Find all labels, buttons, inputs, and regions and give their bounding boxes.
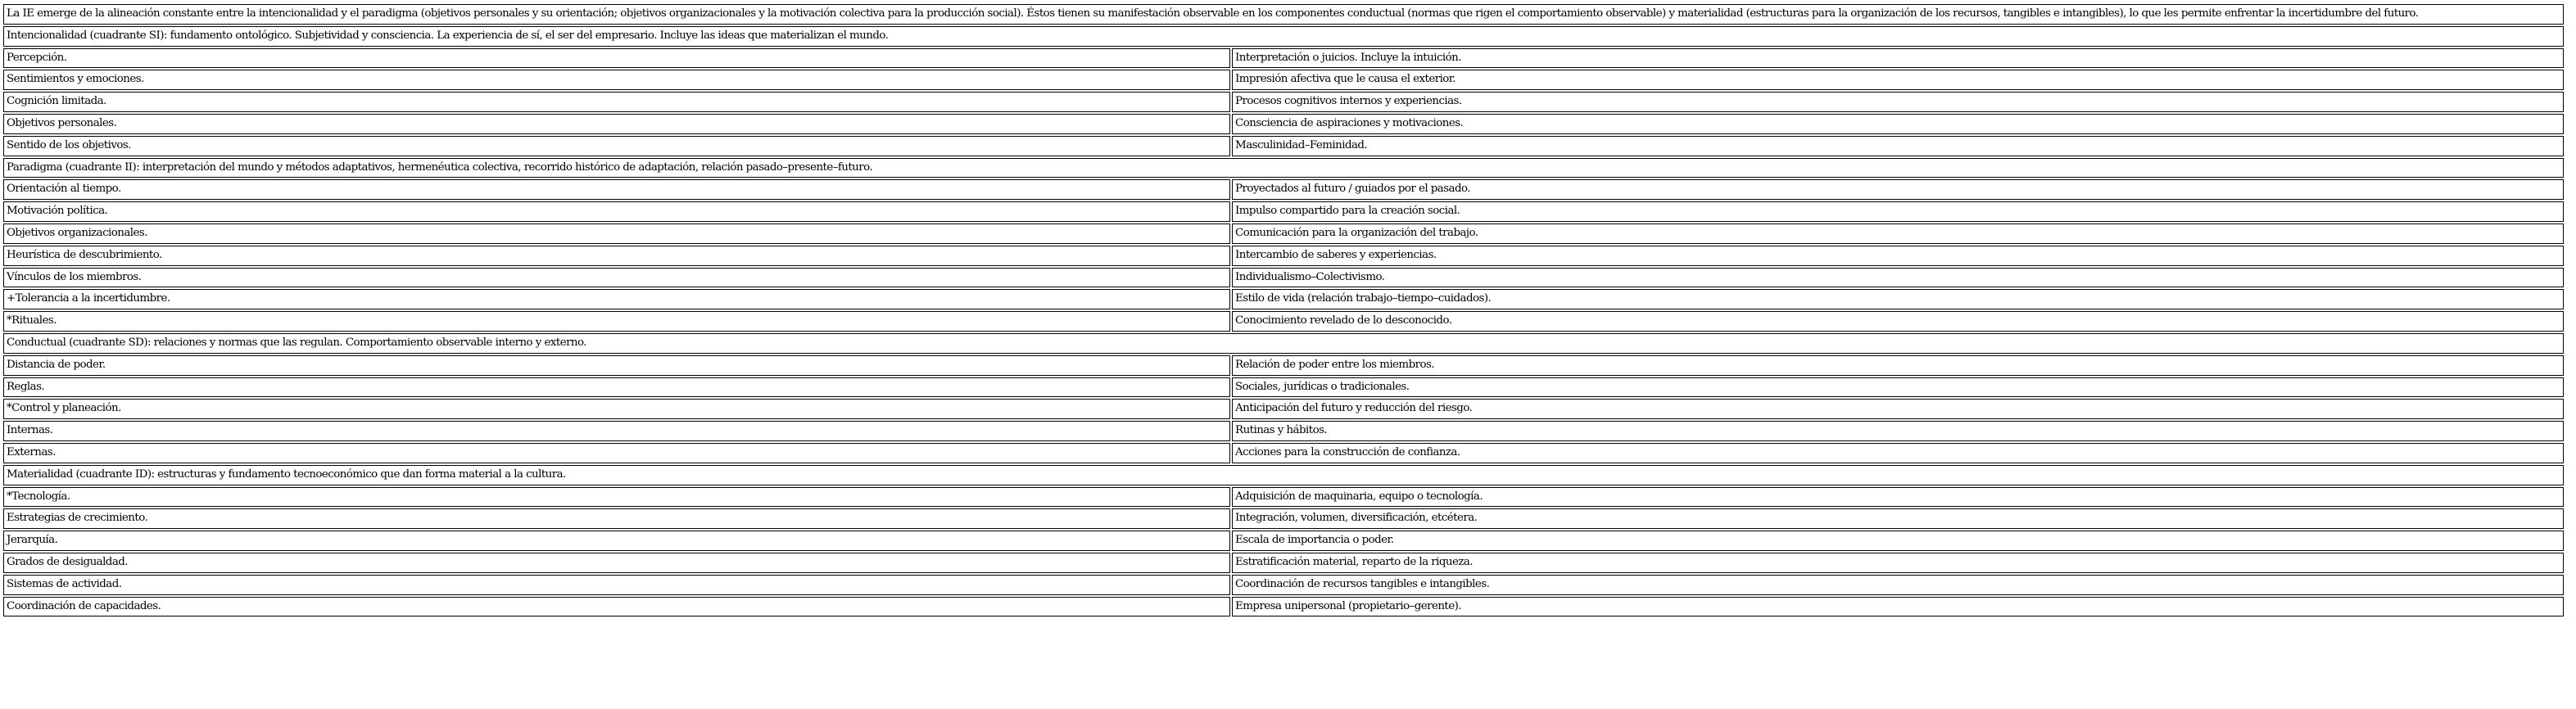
term-cell: Coordinación de capacidades. [3,597,1230,617]
description-cell: Estilo de vida (relación trabajo–tiempo–cuidados). [1232,289,2564,309]
section-heading: Conductual (cuadrante SD): relaciones y normas que las regulan. Comportamiento observable interno y externo. [3,333,2564,354]
table-row [3,48,2564,69]
term-cell: Vínculos de los miembros. [3,268,1230,288]
description-cell: Empresa unipersonal (propietario–gerente). [1232,597,2564,617]
term-cell: Sentimientos y emociones. [3,70,1230,90]
table-row [3,575,2564,595]
term-cell: Percepción. [3,48,1230,69]
description-cell: Impulso compartido para la creación social. [1232,201,2564,222]
culture-components-table [3,4,2564,618]
term-cell: Sentido de los objetivos. [3,136,1230,156]
table-row [3,553,2564,573]
term-cell: Grados de desigualdad. [3,553,1230,573]
description-cell: Sociales, jurídicas o tradicionales. [1232,377,2564,398]
term-cell: Estrategias de crecimiento. [3,508,1230,529]
description-cell: Coordinación de recursos tangibles e intangibles. [1232,575,2564,595]
section-heading: Intencionalidad (cuadrante SI): fundamento ontológico. Subjetividad y consciencia. La experiencia de sí, el ser del empresario. Incluye las ideas que materializan el mundo. [3,26,2564,47]
term-cell: Internas. [3,421,1230,441]
term-cell: Heurística de descubrimiento. [3,246,1230,266]
intro-cell: La IE emerge de la alineación constante entre la intencionalidad y el paradigma (objetivos personales y su orientación; objetivos organizacionales y la motivación colectiva para la producción social). Éstos tienen su manifestación observable en los componentes conductual (normas que rigen el comportamiento observable) y materialidad (estructuras para la organización de los recursos, tangibles e intangibles), lo que les permite enfrentar la incertidumbre del futuro. [3,4,2564,25]
description-cell: Acciones para la construcción de confianza. [1232,443,2564,463]
description-cell: Relación de poder entre los miembros. [1232,355,2564,376]
section-heading-row [3,465,2564,485]
term-cell: Reglas. [3,377,1230,398]
description-cell: Procesos cognitivos internos y experiencias. [1232,92,2564,112]
table-row [3,531,2564,551]
term-cell: *Tecnología. [3,487,1230,508]
description-cell: Intercambio de saberes y experiencias. [1232,246,2564,266]
description-cell: Anticipación del futuro y reducción del riesgo. [1232,399,2564,419]
description-cell: Impresión afectiva que le causa el exterior. [1232,70,2564,90]
description-cell: Interpretación o juicios. Incluye la intuición. [1232,48,2564,69]
description-cell: Escala de importancia o poder. [1232,531,2564,551]
table-row [3,179,2564,200]
section-heading-row [3,26,2564,47]
table-row [3,70,2564,90]
intro-row [3,4,2564,25]
sections [3,26,2564,617]
table-row [3,311,2564,332]
description-cell: Conocimiento revelado de lo desconocido. [1232,311,2564,332]
table-row [3,136,2564,156]
description-cell: Proyectados al futuro / guiados por el pasado. [1232,179,2564,200]
term-cell: Objetivos personales. [3,114,1230,134]
table-row [3,399,2564,419]
table-row [3,355,2564,376]
description-cell: Estratificación material, reparto de la riqueza. [1232,553,2564,573]
table-row [3,246,2564,266]
description-cell: Adquisición de maquinaria, equipo o tecnología. [1232,487,2564,508]
table-row [3,508,2564,529]
term-cell: Cognición limitada. [3,92,1230,112]
table-row [3,268,2564,288]
table-row [3,597,2564,617]
description-cell: Rutinas y hábitos. [1232,421,2564,441]
term-cell: Objetivos organizacionales. [3,224,1230,244]
term-cell: Motivación política. [3,201,1230,222]
description-cell: Consciencia de aspiraciones y motivaciones. [1232,114,2564,134]
term-cell: +Tolerancia a la incertidumbre. [3,289,1230,309]
term-cell: Jerarquía. [3,531,1230,551]
section-heading-row [3,158,2564,178]
table-row [3,289,2564,309]
table-row [3,421,2564,441]
section-heading-row [3,333,2564,354]
term-cell: *Rituales. [3,311,1230,332]
table-row [3,377,2564,398]
description-cell: Integración, volumen, diversificación, etcétera. [1232,508,2564,529]
description-cell: Individualismo–Colectivismo. [1232,268,2564,288]
table-row [3,201,2564,222]
table-row [3,92,2564,112]
term-cell: Distancia de poder. [3,355,1230,376]
term-cell: Externas. [3,443,1230,463]
term-cell: *Control y planeación. [3,399,1230,419]
section-heading: Materialidad (cuadrante ID): estructuras y fundamento tecnoeconómico que dan forma material a la cultura. [3,465,2564,485]
description-cell: Comunicación para la organización del trabajo. [1232,224,2564,244]
section-heading: Paradigma (cuadrante II): interpretación del mundo y métodos adaptativos, hermenéutica colectiva, recorrido histórico de adaptación, relación pasado–presente–futuro. [3,158,2564,178]
table-row [3,224,2564,244]
table-row [3,114,2564,134]
table-row [3,443,2564,463]
table-row [3,487,2564,508]
description-cell: Masculinidad–Feminidad. [1232,136,2564,156]
term-cell: Sistemas de actividad. [3,575,1230,595]
term-cell: Orientación al tiempo. [3,179,1230,200]
